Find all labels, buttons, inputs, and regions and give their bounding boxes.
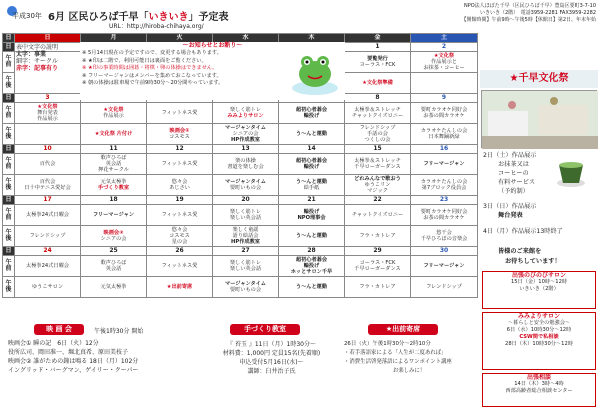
pm-label: 午後 <box>3 226 15 247</box>
date-number: 25 <box>81 247 147 256</box>
tezukuri-line2: 材料費：1,000円 定員15名(先着順) <box>222 350 321 357</box>
am-cell <box>279 205 345 226</box>
side-l7: 舞台発表 <box>498 212 523 219</box>
event: どれみんなで歌おう <box>354 176 401 182</box>
notice-title: ～お知らせとお断り～ <box>182 42 243 49</box>
pm-cell <box>345 277 411 298</box>
am-cell <box>147 103 213 124</box>
org-line-3: 【開館時間】午前9時～午後5時【休館日】第2日、年末年始 <box>461 17 596 23</box>
event: フィットネス愛 <box>161 110 198 116</box>
date-number: 19 <box>147 196 213 205</box>
event: シニアの会 <box>232 131 259 137</box>
notice-item: ※ 5月14日現在の予定ですので、変更する場合もあります。 <box>82 50 222 56</box>
event: ★文化祭 <box>103 107 124 113</box>
date-number: 23 <box>411 196 478 205</box>
date-number: 13 <box>213 145 279 154</box>
event: 日十中テニス愛好会 <box>24 185 71 191</box>
am-cell <box>147 154 213 175</box>
row-label-day: 日 <box>3 196 15 205</box>
am-cell <box>279 154 345 175</box>
event: マジック <box>367 188 388 194</box>
pm-cell <box>147 124 213 145</box>
day-header: 日 <box>15 34 81 43</box>
pm-label: 午後 <box>3 175 15 196</box>
side-title: ★千早文化祭 <box>480 70 598 88</box>
pm-cell <box>279 124 345 145</box>
am-cell <box>213 103 279 124</box>
am-cell <box>81 205 147 226</box>
date-number: 2 <box>411 43 478 52</box>
event: う～んと運動 <box>295 233 328 239</box>
event: カラオケたんしの会 <box>420 179 468 185</box>
side-b3-b: 西部高齢者総合相談センター <box>505 388 573 394</box>
pm-row <box>3 124 478 145</box>
event: ★文化祭 <box>37 104 58 110</box>
event: 押花サークル <box>98 167 129 173</box>
date-number: 1 <box>345 43 411 52</box>
side-box-1 <box>482 271 596 309</box>
day-header: 火 <box>147 34 213 43</box>
event: 英会話 <box>105 266 122 272</box>
am-cell <box>411 205 478 226</box>
side-l8: 4日（月）作品展示13時終了 <box>483 228 563 235</box>
event: う～んと運動 <box>295 284 328 290</box>
date-number: 8 <box>345 94 411 103</box>
pm-cell <box>279 175 345 196</box>
event: 悠々会 <box>171 179 188 185</box>
event: フレンドシップ <box>359 125 396 131</box>
side-l2: お抹茶又は <box>498 161 529 168</box>
side-box-2 <box>482 312 596 370</box>
am-cell <box>15 154 81 175</box>
event: 超初心者碁会 <box>295 158 328 164</box>
pm-cell <box>411 277 478 298</box>
notice-item: ※ 朝の体操は駐車場で午前9時30分～20分間やっています。 <box>82 80 224 86</box>
event: 百代会 <box>39 179 56 185</box>
event: 映画会① <box>169 128 190 134</box>
am-cell <box>81 103 147 124</box>
side-box-3 <box>482 373 596 407</box>
am-label: 午前 <box>3 205 15 226</box>
pm-cell <box>81 226 147 247</box>
event: チャットクイズロニー <box>351 113 404 119</box>
event: ゆうこサロン <box>31 284 64 290</box>
event: お抹茶・コーヒー <box>423 65 465 71</box>
event: シニアの会 <box>100 236 127 242</box>
pm-cell <box>147 175 213 196</box>
event: チャットクイズロニー <box>351 212 404 218</box>
pm-cell <box>15 175 81 196</box>
event: 英会話 <box>105 161 122 167</box>
event: 第7ブロック役員会 <box>421 185 467 191</box>
event: NPO理事会 <box>297 215 326 221</box>
event: 楽しい英会話 <box>229 215 262 221</box>
event: 星の会 <box>171 239 188 245</box>
event: う～んと運動 <box>295 179 328 185</box>
event: 歌声ひろば <box>100 260 127 266</box>
am-cell <box>15 205 81 226</box>
event: 太極拳24式日曜会 <box>26 263 69 269</box>
event: ★文化祭 片付け <box>94 131 133 137</box>
header-right <box>371 3 596 33</box>
pm-cell <box>279 277 345 298</box>
tea-icon <box>555 155 587 189</box>
pm-row <box>3 175 478 196</box>
date-number: 12 <box>147 145 213 154</box>
event: 語り絵話会 <box>232 233 259 239</box>
date-number: 22 <box>345 196 411 205</box>
pm-cell <box>345 73 411 94</box>
pm-cell <box>411 175 478 196</box>
event: 要覧発行 <box>367 56 388 62</box>
event: 楽しく筋トレ <box>229 209 262 215</box>
pm-row <box>3 277 478 298</box>
event: 要町いもの会 <box>229 185 262 191</box>
event: 要町カラオケ同好会 <box>420 107 468 113</box>
event: 映画会② <box>103 230 124 236</box>
side-b1-b: いきいき（2階） <box>519 286 559 292</box>
pm-cell <box>345 124 411 145</box>
yose-line1: 26日（火）午後1時30分～2時10分 <box>344 341 431 347</box>
tezukuri-title: 手づくり教室 <box>230 324 300 335</box>
event: 輪投げ <box>303 113 320 119</box>
eiga-line2: 役所広司、岡田准一、堀北真希、原田美枝子 <box>8 349 129 356</box>
event: マージャンタイム <box>225 281 266 287</box>
am-cell <box>81 154 147 175</box>
org-line-2: いきいき（2階） 電話3959-2281 FAX3959-2282 <box>479 10 596 16</box>
am-cell <box>345 103 411 124</box>
day-header: 水 <box>213 34 279 43</box>
title-post: 」予定表 <box>188 12 229 23</box>
side-b2-c: CSW関で私相談 <box>519 334 559 340</box>
am-cell <box>411 154 478 175</box>
legend-line2: 太字：事業 <box>16 51 47 58</box>
event: ヨーラス・FCK <box>359 62 396 68</box>
am-cell <box>345 52 411 73</box>
event: 千早ローガーダンス <box>354 266 401 272</box>
event: お茶の間カラオケ <box>423 215 465 221</box>
am-label: 午前 <box>3 52 15 73</box>
event: 元気太極拳 <box>100 284 127 290</box>
pm-cell <box>81 175 147 196</box>
event: 書道を楽しむ会 <box>227 164 264 170</box>
festival-photo <box>481 90 597 148</box>
event: 超初心者碁会 <box>295 257 328 263</box>
pm-cell <box>345 175 411 196</box>
eiga-time: 午後1時30分 開始 <box>94 328 144 335</box>
event: 作品展示 <box>37 116 58 122</box>
event: マージャンタイム <box>225 179 266 185</box>
day-header: 木 <box>279 34 345 43</box>
event: ★出前寄席 <box>166 284 193 290</box>
yose-line2: ・若手落語家による「人生が二度あれば」 <box>344 350 447 356</box>
date-number: 9 <box>411 94 478 103</box>
row-label-day: 日 <box>3 43 15 52</box>
header-left <box>4 3 364 33</box>
event: フィットネス愛 <box>161 263 198 269</box>
pm-cell <box>147 226 213 247</box>
am-row <box>3 154 478 175</box>
event: マージャンタイム <box>225 125 266 131</box>
title-red: いきいき <box>148 12 189 23</box>
side-l6: 3日（日）作品展示 <box>483 203 537 210</box>
am-cell <box>15 103 81 124</box>
event: 超初心者碁会 <box>295 107 328 113</box>
date-number: 30 <box>411 247 478 256</box>
event: フリーマージャン <box>423 161 465 167</box>
date-row <box>3 145 478 154</box>
pm-cell <box>213 124 279 145</box>
event: フラ・カトレア <box>359 284 396 290</box>
am-cell <box>15 256 81 277</box>
side-b3-a: 14日（木）3時～4時 <box>514 381 564 387</box>
event: 楽しい英会話 <box>229 266 262 272</box>
pm-cell <box>15 277 81 298</box>
event: う～んと運動 <box>295 131 328 137</box>
event: 楽しく童謡 <box>232 227 259 233</box>
event: 千早ローガーダンス <box>354 164 401 170</box>
notice-item: ※ フリーマージャンはメンバーを集めておこなっています。 <box>82 72 222 79</box>
event: 楽しく筋トレ <box>229 107 262 113</box>
am-cell <box>411 256 478 277</box>
am-row <box>3 205 478 226</box>
event: コーラス・FCK <box>359 260 396 266</box>
event: 舞台発表 <box>37 110 58 116</box>
event: 輪投げ <box>303 263 320 269</box>
event: フレンドシップ <box>29 233 66 239</box>
am-cell <box>279 256 345 277</box>
event: ゆうこリン <box>364 182 391 188</box>
am-cell <box>411 52 478 73</box>
date-row <box>3 247 478 256</box>
pm-cell <box>81 124 147 145</box>
event: 太極拳＆ストレッチ <box>354 107 401 113</box>
side-l4: 有料サービス <box>498 179 536 186</box>
pm-cell <box>411 124 478 145</box>
pm-cell <box>15 73 81 94</box>
event: 作品展示 <box>103 113 124 119</box>
event: フリーマージャン <box>92 212 135 218</box>
row-label-day: 日 <box>3 34 15 43</box>
am-cell <box>345 256 411 277</box>
am-cell <box>411 103 478 124</box>
event: 輪投げ <box>303 164 320 170</box>
url-link[interactable]: URL：http://hiroba-chihaya.org/ <box>109 23 204 30</box>
side-b2-a: ～暮らしと安全の勉強会～ <box>507 320 571 326</box>
event: 元気太極拳 <box>100 179 127 185</box>
yose-line3: ・消費生活啓発落語によるワンポイント講座 <box>344 359 452 365</box>
event: フレンドシップ <box>426 284 462 290</box>
pm-cell <box>15 124 81 145</box>
tezukuri-line4: 講師：臼井治子氏 <box>247 368 296 375</box>
am-cell <box>345 205 411 226</box>
event: みみよりサロン <box>227 113 264 119</box>
am-label: 午前 <box>3 154 15 175</box>
tezukuri-box <box>205 322 337 408</box>
event: 絵手紙 <box>303 185 320 191</box>
pm-cell <box>213 226 279 247</box>
date-number: 27 <box>213 247 279 256</box>
notice-item: ※ ★印の事業時間は囲碁・将棋・卵の体操はできません。 <box>82 65 218 71</box>
am-cell <box>345 154 411 175</box>
eiga-line1: 映画会① 瞬の記 6日（火）12分 <box>8 340 99 347</box>
pm-label: 午後 <box>3 277 15 298</box>
event: 輪投げ <box>303 209 320 215</box>
side-b2-b: 6日（水）10時30分～12時 <box>506 327 572 333</box>
side-l3: コーヒーの <box>498 170 529 177</box>
date-number: 26 <box>147 247 213 256</box>
event: 楽しく筋トレ <box>229 260 262 266</box>
event: つくしの会 <box>364 137 391 143</box>
yose-box <box>340 322 476 408</box>
event: HP作成教室 <box>231 239 260 245</box>
event: フィットネス愛 <box>161 161 198 167</box>
frog-icon <box>290 48 340 96</box>
event: 手話の会 <box>367 131 388 137</box>
am-cell <box>81 256 147 277</box>
date-number: 29 <box>345 247 411 256</box>
am-row <box>3 103 478 124</box>
legend-line1: 表中文字の説明 <box>16 44 59 51</box>
yose-line4: お楽しみに！ <box>392 368 426 374</box>
date-number: 10 <box>15 145 81 154</box>
pm-cell <box>411 73 478 94</box>
date-number: 24 <box>15 247 81 256</box>
event: ★文化祭 <box>433 53 455 59</box>
date-number: 28 <box>279 247 345 256</box>
am-row <box>3 256 478 277</box>
event: 作品展示と <box>431 59 457 65</box>
notice-list <box>80 50 280 88</box>
am-cell <box>279 103 345 124</box>
am-cell <box>147 256 213 277</box>
event: 要町カラオケ同好会 <box>420 209 468 215</box>
era-label: 平成30年 <box>12 12 42 20</box>
event: 楽の体操 <box>235 158 256 164</box>
side-b1-title: 出張のびのびサロン <box>511 272 566 279</box>
event: 千早ひろばの音楽会 <box>420 236 468 242</box>
event: お茶の間カラオケ <box>423 113 465 119</box>
date-number: 14 <box>279 145 345 154</box>
am-label: 午前 <box>3 103 15 124</box>
pm-row <box>3 226 478 247</box>
event: コスモス <box>169 134 190 140</box>
org-line-1: NPO法人ほばた千早（区民ひろば千早）豊島区要町3-7-10 <box>463 3 596 9</box>
legend-line4: 赤字：記事有り <box>16 65 59 72</box>
eiga-box <box>4 322 200 408</box>
event: 日本舞踊新緑 <box>428 134 460 140</box>
pm-label: 午後 <box>3 73 15 94</box>
event: フィットネス愛 <box>161 212 198 218</box>
date-number: 21 <box>279 196 345 205</box>
event: 手づくり教室 <box>97 185 130 191</box>
eiga-line3: 映画会② 誰がための鐘は鳴る 18日（月）102分 <box>8 358 139 365</box>
pm-cell <box>147 277 213 298</box>
event: 悠々会 <box>171 227 188 233</box>
yose-title: ★出前寄席 <box>368 324 438 335</box>
pm-cell <box>213 277 279 298</box>
date-number: 20 <box>213 196 279 205</box>
tezukuri-line1: 『 苔玉 』11日（月）1時30分～ <box>227 341 316 348</box>
event: 太極拳24式日曜会 <box>26 212 69 218</box>
eiga-line4: イングリッド・バーグマン、ゲイリー・クーパー <box>8 367 139 374</box>
day-header: 月 <box>81 34 147 43</box>
pm-cell <box>15 226 81 247</box>
side-b1-a: 15日（金）10時～12時 <box>510 279 568 285</box>
date-row <box>3 196 478 205</box>
event: ホッとサロン千早 <box>290 269 333 275</box>
date-number: 15 <box>345 145 411 154</box>
pm-cell <box>411 226 478 247</box>
event: 悠千会 <box>436 230 452 236</box>
am-cell <box>213 154 279 175</box>
side-b3-title: 出張相談 <box>526 374 551 381</box>
event: あじさい <box>169 185 190 191</box>
date-number: 16 <box>411 145 478 154</box>
side-l1: 2日（土）作品展示 <box>483 152 537 159</box>
notice-box <box>80 42 345 100</box>
am-cell <box>213 256 279 277</box>
pm-cell <box>81 277 147 298</box>
day-header: 土 <box>411 34 478 43</box>
event: 百代会 <box>39 161 56 167</box>
legend-line3: 細字：サークル <box>16 58 58 65</box>
tezukuri-line3: 申込受付5月16日(水)～ <box>239 359 304 366</box>
date-number: 18 <box>81 196 147 205</box>
event: 太極拳＆ストレッチ <box>354 158 401 164</box>
event: ★文化祭準備 <box>362 80 393 86</box>
tezukuri-lines <box>209 340 334 376</box>
event: コスモス <box>169 233 190 239</box>
event: フラ・カトレア <box>359 233 396 239</box>
eiga-title: 映 画 会 <box>34 324 84 335</box>
title-pre: 区民ひろば千早「 <box>68 12 149 23</box>
side-b2-d: 28日（木）10時30分～12時 <box>505 341 573 347</box>
side-l5: （予約制） <box>498 188 529 195</box>
side-l9: 皆様のご来館を <box>498 248 542 255</box>
pm-cell <box>345 226 411 247</box>
row-label-day: 日 <box>3 94 15 103</box>
yose-lines <box>344 340 474 376</box>
pm-label: 午後 <box>3 124 15 145</box>
event: カラオケたんしの会 <box>420 128 468 134</box>
am-label: 午前 <box>3 256 15 277</box>
date-number: 3 <box>15 94 81 103</box>
am-cell <box>213 205 279 226</box>
event: HP作成教室 <box>231 137 260 143</box>
side-b2-title: みみよりサロン <box>517 313 560 320</box>
row-label-day: 日 <box>3 145 15 154</box>
photo-icon <box>482 91 598 149</box>
am-cell <box>147 205 213 226</box>
pm-cell <box>279 226 345 247</box>
title-month: 6月 <box>48 12 65 23</box>
side-l10: お待ちしています！ <box>505 258 561 265</box>
event: 歌声ひろば <box>100 155 127 161</box>
date-number: 11 <box>81 145 147 154</box>
date-number: 17 <box>15 196 81 205</box>
eiga-lines <box>8 339 198 375</box>
day-header: 金 <box>345 34 411 43</box>
row-label-day: 日 <box>3 247 15 256</box>
pm-cell <box>213 175 279 196</box>
event: 要町いもの会 <box>229 287 262 293</box>
legend <box>14 44 78 72</box>
notice-item: ※ ★印は二階で、利用可能日は裏面をご覧ください。 <box>82 57 207 64</box>
event: フリーマージャン <box>423 263 465 269</box>
